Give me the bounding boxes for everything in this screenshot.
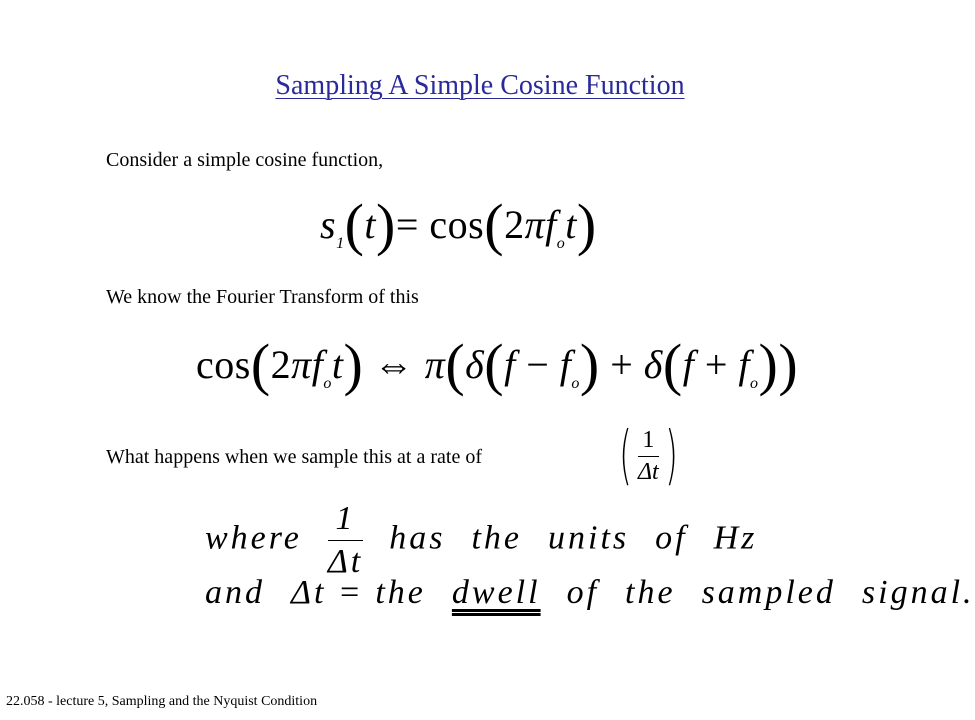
- rate-paren-close: ): [664, 419, 678, 493]
- eq2-iff: ⇔: [373, 342, 415, 387]
- slide-title: Sampling A Simple Cosine Function: [275, 70, 685, 101]
- and-the2: the: [625, 574, 676, 611]
- eq2-f2: f: [559, 342, 572, 387]
- eq2-cos: cos: [196, 342, 251, 387]
- eq2-p3: (: [445, 332, 466, 397]
- eq2-p7: ): [758, 332, 779, 397]
- eq2-f4: f: [738, 342, 751, 387]
- where-word: where: [205, 519, 302, 557]
- eq2-o3: o: [750, 375, 759, 392]
- eq2-f3: f: [682, 342, 695, 387]
- and-signal: signal.: [861, 574, 975, 611]
- eq2-plus2: +: [694, 342, 739, 387]
- cosine-equation: [320, 192, 597, 257]
- eq2-p5: ): [579, 332, 600, 397]
- and-of: of: [566, 574, 600, 611]
- dwell-term: dwell: [451, 574, 541, 611]
- eq1-pi: π: [524, 202, 546, 247]
- eq2-p4: (: [484, 332, 505, 397]
- rate-num: 1: [638, 427, 659, 457]
- eq2-plus: +: [599, 342, 644, 387]
- fourier-equation: [196, 332, 799, 397]
- eq2-delta2: δ: [643, 342, 663, 387]
- eq1-paren-open2: (: [484, 192, 505, 257]
- rate-frac-body: [638, 427, 659, 486]
- where-hz: Hz: [713, 519, 758, 557]
- slide-footer: 22.058 - lecture 5, Sampling and the Nyquist Condition: [6, 694, 318, 709]
- eq1-f: f: [545, 202, 557, 247]
- eq1-paren-close: ): [376, 192, 396, 257]
- eq2-delta1: δ: [465, 342, 485, 387]
- where-of: of: [655, 519, 688, 557]
- eq2-o: o: [323, 375, 332, 392]
- where-definition: [205, 500, 757, 581]
- where-den: Δt: [327, 543, 364, 580]
- and-eq: =: [337, 574, 364, 611]
- eq1-s: s: [320, 202, 337, 247]
- eq2-f1: f: [504, 342, 516, 387]
- eq1-two: 2: [504, 202, 525, 247]
- eq2-minus: −: [515, 342, 560, 387]
- eq1-t: t: [364, 202, 377, 247]
- eq2-pi: π: [291, 342, 312, 387]
- and-sampled: sampled: [701, 574, 836, 611]
- eq2-p1: (: [250, 332, 271, 397]
- eq1-paren-close2: ): [576, 192, 597, 257]
- and-dt: Δt: [291, 574, 327, 611]
- where-units: units: [548, 519, 630, 557]
- fourier-text: We know the Fourier Transform of this: [106, 286, 419, 308]
- eq2-f: f: [311, 342, 324, 387]
- eq2-p2: ): [343, 332, 364, 397]
- eq2-o2: o: [571, 375, 580, 392]
- eq1-rhs: = cos: [395, 202, 485, 247]
- intro-text: Consider a simple cosine function,: [106, 149, 384, 171]
- eq1-sub-o: o: [556, 235, 566, 252]
- where-has: has: [389, 519, 446, 557]
- rate-paren-open: (: [619, 419, 632, 493]
- sampling-question: What happens when we sample this at a rate of: [106, 446, 482, 468]
- eq2-p6: (: [662, 332, 683, 397]
- eq1-sub1: 1: [336, 235, 345, 252]
- eq2-pi2: π: [424, 342, 446, 387]
- rate-fraction: [613, 419, 684, 493]
- eq1-t2: t: [565, 202, 577, 247]
- where-num: 1: [328, 500, 363, 541]
- eq2-t: t: [331, 342, 344, 387]
- rate-den: Δt: [637, 458, 659, 485]
- and-word: and: [205, 574, 265, 611]
- dwell-definition: [205, 574, 975, 612]
- and-the: the: [375, 574, 426, 611]
- eq1-paren-open: (: [344, 192, 365, 257]
- eq2-two: 2: [270, 342, 292, 387]
- where-frac: [328, 500, 363, 581]
- eq2-p8: ): [778, 332, 799, 397]
- where-the: the: [471, 519, 523, 557]
